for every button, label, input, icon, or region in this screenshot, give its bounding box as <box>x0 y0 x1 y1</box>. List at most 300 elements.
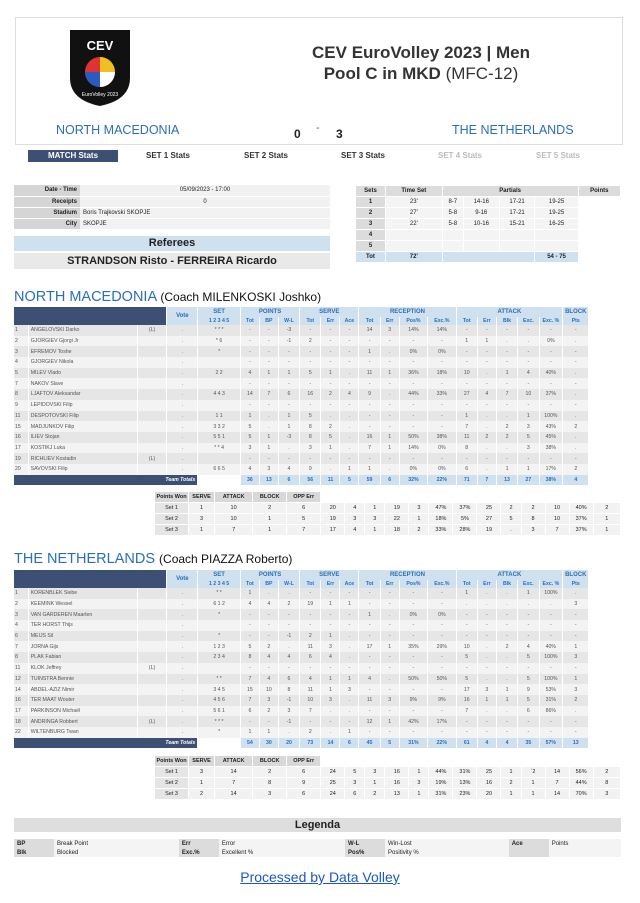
stat-cell: 1 <box>240 727 259 738</box>
stat-cell: . <box>380 464 399 475</box>
stat-cell: 7 <box>496 389 517 400</box>
set-stat-cell: 2 <box>501 503 521 514</box>
player-row <box>14 727 621 738</box>
set-stat-cell: 10 <box>545 503 569 514</box>
stat-cell: 1 <box>496 695 517 706</box>
player-number: 18 <box>14 716 28 727</box>
away-sets-score: 3 <box>336 127 343 141</box>
set-stat-cell: 31% <box>453 767 477 778</box>
player-name: KORENBLEK Siebe <box>28 588 137 599</box>
stat-cell: 4 <box>340 389 359 400</box>
stat-cell: - <box>321 378 340 389</box>
stat-cell: . <box>477 706 496 717</box>
set-breakdown-row <box>155 778 621 789</box>
set-row <box>356 208 621 219</box>
player-name: RICHLIEV Kostadin <box>28 453 137 464</box>
stat-cell: . <box>167 357 198 368</box>
col-sub: Tot <box>359 580 380 588</box>
stat-cell: - <box>399 378 427 389</box>
sets-header-cell: Time Set <box>385 186 442 197</box>
stat-cell: 31% <box>539 695 563 706</box>
set-stat-cell: 7 <box>215 778 253 789</box>
stat-cell: * * <box>198 674 241 685</box>
stat-cell: 4 <box>259 674 278 685</box>
stat-cell: 5 <box>518 652 539 663</box>
stat-cell: - <box>563 620 589 631</box>
stat-cell: 11 <box>359 368 380 379</box>
stat-cell: . <box>477 641 496 652</box>
player-name: VAN GARDEREN Maarten <box>28 609 137 620</box>
player-row <box>14 464 621 475</box>
player-row <box>14 453 621 464</box>
stat-cell: 7 <box>456 706 477 717</box>
team-b-points-won-table <box>154 755 621 800</box>
col-sub: Exc.% <box>428 580 456 588</box>
set-row <box>356 197 621 208</box>
stat-cell: 3 <box>518 421 539 432</box>
stat-cell: 44% <box>399 389 427 400</box>
stat-cell <box>137 674 167 685</box>
legend-desc: Error <box>219 839 345 848</box>
sets-header-row <box>356 186 621 197</box>
stat-cell: 14 <box>359 325 380 336</box>
col-sub: Exc. % <box>539 317 563 325</box>
total-cell: 4 <box>496 738 517 749</box>
stat-cell: 1 <box>496 464 517 475</box>
set-stat-cell: 25 <box>477 767 501 778</box>
stat-cell: 1 <box>563 641 589 652</box>
stat-cell <box>198 378 241 389</box>
stat-cell: . <box>340 443 359 454</box>
stat-cell: 2 3 4 <box>198 652 241 663</box>
stat-cell: 3 <box>563 652 589 663</box>
stat-cell: - <box>477 357 496 368</box>
stat-cell: 1 <box>477 695 496 706</box>
set-breakdown-row <box>155 525 621 536</box>
set-stat-cell: 20 <box>321 503 345 514</box>
player-number: 6 <box>14 631 28 642</box>
player-number: 22 <box>14 727 28 738</box>
stat-cell: - <box>300 378 321 389</box>
stat-cell: - <box>240 620 259 631</box>
legend-abbr: BP <box>14 839 54 848</box>
stat-cell: - <box>359 453 380 464</box>
stat-cell: 0% <box>399 464 427 475</box>
player-row <box>14 336 621 347</box>
stat-cell: . <box>321 706 340 717</box>
stat-cell: . <box>167 464 198 475</box>
stat-cell: - <box>278 620 299 631</box>
stat-cell: 2 <box>496 421 517 432</box>
set-stat-cell: 7 <box>545 525 569 536</box>
stat-cell: - <box>359 684 380 695</box>
stat-cell: 19 <box>300 599 321 610</box>
stat-cell: 3 <box>300 443 321 454</box>
stat-cell: - <box>428 411 456 422</box>
stat-cell: - <box>240 609 259 620</box>
stat-cell: 6 6 5 <box>198 464 241 475</box>
stat-cell: - <box>240 346 259 357</box>
tab-match-stats[interactable]: MATCH Stats <box>28 150 118 162</box>
stat-cell: - <box>477 631 496 642</box>
stat-cell: 7 <box>456 421 477 432</box>
player-row <box>14 400 621 411</box>
stat-cell: - <box>300 453 321 464</box>
logo-subtext: EuroVolley 2023 <box>81 92 119 98</box>
stat-cell: . <box>167 389 198 400</box>
stat-cell <box>137 464 167 475</box>
stat-cell: - <box>563 453 589 464</box>
sets-total-points: 54 - 75 <box>535 252 578 263</box>
stat-cell: . <box>563 411 589 422</box>
col-sub: Err <box>321 580 340 588</box>
set-stat-cell: 13 <box>385 789 409 800</box>
legend-abbr <box>509 848 549 857</box>
stat-cell: - <box>496 620 517 631</box>
legend-desc: Points <box>549 839 621 848</box>
col-sub: Tot <box>240 580 259 588</box>
stat-cell: - <box>359 631 380 642</box>
stat-cell: 1 <box>321 684 340 695</box>
stat-cell: * <box>198 346 241 357</box>
stat-cell: - <box>477 453 496 464</box>
set-stat-cell: 19 <box>477 525 501 536</box>
set-stat-cell: 19% <box>429 778 453 789</box>
processed-by-link[interactable]: Processed by Data Volley <box>240 869 400 885</box>
stat-cell: - <box>340 378 359 389</box>
stat-cell: . <box>321 411 340 422</box>
stat-cell: - <box>539 453 563 464</box>
info-key: City <box>14 218 80 229</box>
set-stat-cell: 2 <box>253 503 287 514</box>
set-cell: 15-21 <box>499 219 535 230</box>
stat-cell: 38% <box>539 443 563 454</box>
legend-abbr: Pos% <box>345 848 385 857</box>
stat-cell: - <box>539 609 563 620</box>
stat-cell <box>198 453 241 464</box>
team-totals-label: Team Totals <box>14 475 198 486</box>
stat-cell: 7 <box>359 443 380 454</box>
stat-cell: - <box>563 631 589 642</box>
team-totals-label: Team Totals <box>14 738 198 749</box>
player-number: 12 <box>14 674 28 685</box>
stat-cell: - <box>477 620 496 631</box>
set-stat-cell: 3 <box>253 789 287 800</box>
stat-cell: - <box>399 663 427 674</box>
set-stat-cell: 1 <box>253 525 287 536</box>
stat-cell: 1 <box>380 641 399 652</box>
stat-cell: - <box>259 400 278 411</box>
stat-cell: 1 <box>380 716 399 727</box>
player-name: LJAFTOV Aleksandar <box>28 389 137 400</box>
stat-cell: - <box>399 599 427 610</box>
stat-cell: 0% <box>428 464 456 475</box>
stat-cell: * <box>198 631 241 642</box>
set-label: Set 2 <box>155 778 189 789</box>
stat-cell: - <box>240 453 259 464</box>
col-group: POINTS <box>240 307 299 317</box>
stat-cell: 3 3 2 <box>198 421 241 432</box>
stat-cell: . <box>477 588 496 599</box>
player-name: GJORGIEV Nikola <box>28 357 137 368</box>
points-won-header <box>155 492 621 503</box>
player-number: 8 <box>14 389 28 400</box>
set-stat-cell: 6 <box>345 789 365 800</box>
col-sub: Ace <box>340 317 359 325</box>
stat-cell: - <box>278 346 299 357</box>
player-number: 11 <box>14 411 28 422</box>
stat-cell: - <box>477 727 496 738</box>
set-label: Set 2 <box>155 514 189 525</box>
total-cell: 6 <box>380 475 399 486</box>
stat-cell <box>137 346 167 357</box>
sets-total-partials <box>442 252 535 263</box>
player-name: NAKOV Slave <box>28 378 137 389</box>
set-cell: 8-7 <box>442 197 463 208</box>
stat-cell: - <box>477 346 496 357</box>
stat-cell: 1 <box>321 674 340 685</box>
set-stat-cell: 3 <box>521 525 545 536</box>
set-stat-cell: 47% <box>429 503 453 514</box>
set-cell: 5-8 <box>442 219 463 230</box>
col-sub: Tot <box>456 580 477 588</box>
set-stat-cell: 1 <box>521 789 545 800</box>
set-breakdown-row <box>155 514 621 525</box>
total-cell: 14 <box>321 738 340 749</box>
info-key: Stadium <box>14 207 80 218</box>
stat-cell: . <box>539 599 563 610</box>
stat-cell: 1 <box>321 443 340 454</box>
stat-cell: - <box>240 325 259 336</box>
stat-cell: - <box>259 357 278 368</box>
stat-cell: 17 <box>456 684 477 695</box>
stat-cell: . <box>167 695 198 706</box>
player-row <box>14 599 621 610</box>
set-stat-cell: 1 <box>409 514 429 525</box>
player-number: 17 <box>14 443 28 454</box>
stat-cell: . <box>380 389 399 400</box>
set-stat-cell: 16 <box>385 778 409 789</box>
set-stat-cell: 28% <box>453 525 477 536</box>
stat-cell: 4 <box>278 652 299 663</box>
stat-cell: - <box>539 357 563 368</box>
tab-set-4[interactable]: SET 4 Stats <box>437 151 482 160</box>
stat-cell: . <box>278 443 299 454</box>
set-cell: 1 <box>356 197 386 208</box>
player-number: 3 <box>14 346 28 357</box>
stat-cell: 5 <box>456 674 477 685</box>
stat-cell: - <box>259 453 278 464</box>
stat-cell: 5 <box>518 432 539 443</box>
stat-cell: - <box>300 609 321 620</box>
set-cell: 2 <box>356 208 386 219</box>
stat-cell: 1 <box>278 411 299 422</box>
stat-cell: 5 6 1 <box>198 706 241 717</box>
set-stat-cell: 5 <box>287 514 321 525</box>
player-row <box>14 432 621 443</box>
set-stat-cell: 22 <box>385 514 409 525</box>
stat-cell: . <box>167 609 198 620</box>
stat-cell: - <box>380 727 399 738</box>
stat-cell: 5 <box>240 432 259 443</box>
stat-cell: . <box>167 443 198 454</box>
set-stat-cell: 3 <box>189 514 215 525</box>
stat-cell: 3 <box>380 325 399 336</box>
stat-cell: (L) <box>137 663 167 674</box>
player-row <box>14 325 621 336</box>
set-stat-cell: 33% <box>429 525 453 536</box>
stat-cell: 17% <box>428 716 456 727</box>
stat-cell: 38% <box>428 432 456 443</box>
player-row <box>14 609 621 620</box>
stat-cell: - <box>240 631 259 642</box>
player-row <box>14 357 621 368</box>
set-breakdown-row <box>155 767 621 778</box>
stat-cell: 1 <box>496 684 517 695</box>
team-a-heading <box>14 289 321 305</box>
stat-cell: 2 <box>259 641 278 652</box>
stat-cell: - <box>456 727 477 738</box>
legend-abbr: Err <box>179 839 219 848</box>
stat-cell: - <box>428 421 456 432</box>
stat-cell: - <box>380 378 399 389</box>
stat-cell: 1 <box>321 599 340 610</box>
stat-cell: - <box>300 346 321 357</box>
stat-cell: 7 <box>259 389 278 400</box>
tab-set-2[interactable]: SET 2 Stats <box>243 151 288 160</box>
stat-cell: - <box>428 652 456 663</box>
stat-cell: . <box>167 325 198 336</box>
stat-cell: - <box>259 716 278 727</box>
stat-cell: . <box>321 727 340 738</box>
stat-cell: - <box>240 378 259 389</box>
stat-cell: 2 <box>496 641 517 652</box>
player-row <box>14 378 621 389</box>
set-stat-cell: 2 <box>593 767 620 778</box>
stat-cell: * * <box>198 588 241 599</box>
legend <box>14 818 621 857</box>
legend-desc: Win-Lost <box>385 839 509 848</box>
set-stat-cell: 1 <box>501 789 521 800</box>
stat-cell: - <box>496 378 517 389</box>
set-stat-cell: 1 <box>365 525 385 536</box>
tab-set-5[interactable]: SET 5 Stats <box>535 151 580 160</box>
stat-cell: 12 <box>359 716 380 727</box>
set-stat-cell: 27 <box>477 514 501 525</box>
player-number: 7 <box>14 378 28 389</box>
stat-cell <box>137 421 167 432</box>
player-number: 1 <box>14 325 28 336</box>
stat-cell: . <box>167 727 198 738</box>
stat-cell: 4 5 6 <box>198 695 241 706</box>
stat-cell: 2 <box>496 432 517 443</box>
stat-cell: 8 <box>300 432 321 443</box>
stat-cell: 8 <box>456 443 477 454</box>
col-sub: Ace <box>340 580 359 588</box>
stat-cell: 0% <box>539 336 563 347</box>
stat-cell: 5 <box>456 652 477 663</box>
stat-cell: . <box>477 599 496 610</box>
stat-cell: 5 5 1 <box>198 432 241 443</box>
player-row <box>14 620 621 631</box>
stat-cell: 9% <box>399 695 427 706</box>
stat-cell: - <box>563 609 589 620</box>
col-group: ATTACK <box>456 570 563 580</box>
set-stat-cell: 1 <box>501 767 521 778</box>
points-won-col: SERVE <box>189 756 215 767</box>
col-sub: 1 2 3 4 5 <box>198 580 241 588</box>
col-sub: BP <box>259 317 278 325</box>
match-code: (MFC-12) <box>445 64 519 83</box>
stat-cell: . <box>496 443 517 454</box>
stat-cell <box>137 400 167 411</box>
stat-cell: . <box>167 346 198 357</box>
stat-cell: - <box>518 631 539 642</box>
set-cell: 17-21 <box>499 197 535 208</box>
stat-cell: - <box>428 631 456 642</box>
stat-cell: - <box>428 588 456 599</box>
stat-cell: . <box>167 432 198 443</box>
player-name: JORNA Gijs <box>28 641 137 652</box>
team-totals-row <box>14 738 621 749</box>
stat-cell: - <box>477 325 496 336</box>
stat-cell: 14% <box>399 325 427 336</box>
col-sub: Blk <box>496 317 517 325</box>
stat-cell: - <box>380 684 399 695</box>
set-stat-cell: 2 <box>253 767 287 778</box>
total-cell: 71 <box>456 475 477 486</box>
set-stat-cell: 7 <box>215 525 253 536</box>
info-value: SKOPJE <box>80 218 330 229</box>
stat-cell <box>137 652 167 663</box>
set-stat-cell: 6 <box>287 503 321 514</box>
stat-cell: - <box>428 706 456 717</box>
stat-cell: . <box>563 588 589 599</box>
stat-cell: . <box>518 599 539 610</box>
stat-cell: - <box>259 346 278 357</box>
title-line-2: Pool C in MKD <box>323 64 441 83</box>
player-row <box>14 641 621 652</box>
info-value: Boris Trajkovski SKOPJE <box>80 207 330 218</box>
legend-title: Legenda <box>14 818 621 832</box>
legend-desc: Excellent % <box>219 848 345 857</box>
points-won-col: OPP Err <box>287 492 321 503</box>
points-won-col: BLOCK <box>253 492 287 503</box>
total-cell: 59 <box>359 475 380 486</box>
set-label: Set 3 <box>155 789 189 800</box>
stat-cell: . <box>496 588 517 599</box>
col-group: SERVE <box>300 570 359 580</box>
points-won-col: OPP Err <box>287 756 321 767</box>
stat-cell: 0% <box>399 346 427 357</box>
stat-cell: - <box>456 620 477 631</box>
stat-cell: 10 <box>259 684 278 695</box>
stat-cell: 4 <box>300 674 321 685</box>
stat-cell: 3 <box>321 641 340 652</box>
set-stat-cell: 37% <box>453 503 477 514</box>
stat-cell: 86% <box>539 706 563 717</box>
stat-cell: 4 <box>259 599 278 610</box>
referees-names: STRANDSON Risto - FERREIRA Ricardo <box>14 253 330 269</box>
stat-cell: 1 <box>259 443 278 454</box>
player-row <box>14 588 621 599</box>
tab-set-1[interactable]: SET 1 Stats <box>145 151 190 160</box>
stat-cell: 7 <box>300 706 321 717</box>
stat-cell: 9 <box>359 389 380 400</box>
set-stat-cell: 18% <box>429 514 453 525</box>
tab-set-3[interactable]: SET 3 Stats <box>340 151 385 160</box>
col-group: POINTS <box>240 570 299 580</box>
